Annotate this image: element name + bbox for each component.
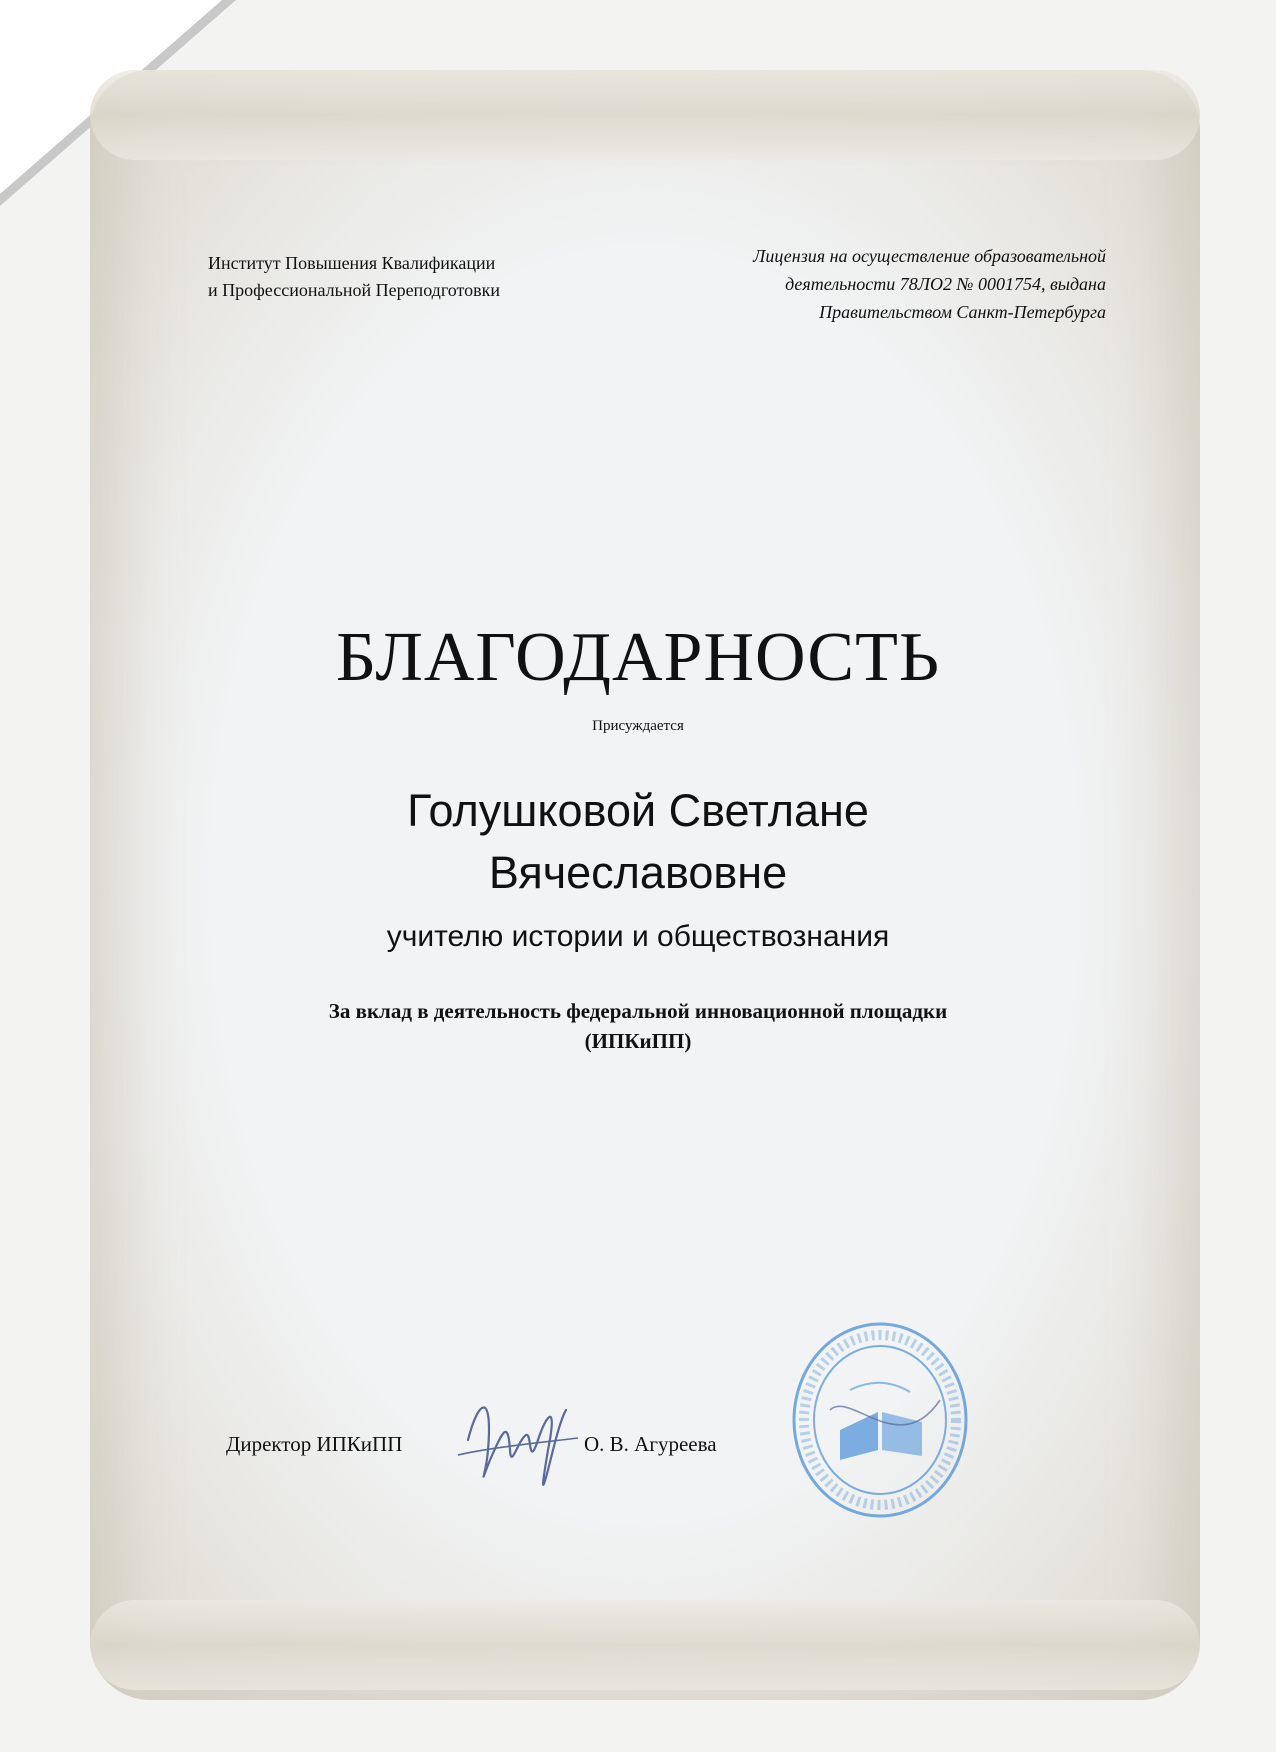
scroll-roll-top	[90, 70, 1200, 160]
license-info	[620, 242, 1106, 326]
reason-line-1: За вклад в деятельность федеральной инновационной площадки	[328, 999, 948, 1023]
reason-line-2: (ИПКиПП)	[584, 1029, 692, 1053]
recipient-line-2: Вячеславовне	[488, 847, 788, 898]
institute-line-1: Институт Повышения Квалификации	[208, 253, 496, 273]
institute-line-2: и Профессиональной Переподготовки	[208, 280, 501, 300]
certificate-title: БЛАГОДАРНОСТЬ	[335, 619, 941, 696]
recipient-line-1: Голушковой Светлане	[407, 785, 869, 836]
scroll-roll-bottom	[90, 1600, 1200, 1690]
recipient-name	[0, 780, 1276, 904]
recipient-position: учителю истории и обществознания	[386, 920, 890, 953]
license-line-2: деятельности 78ЛО2 № 0001754, выдана	[785, 274, 1106, 294]
award-reason	[0, 996, 1276, 1056]
license-line-3: Правительством Санкт-Петербурга	[819, 302, 1106, 322]
seal-icon	[790, 1320, 970, 1520]
director-label: Директор ИПКиПП	[226, 1432, 403, 1456]
director-name: О. В. Агуреева	[584, 1432, 717, 1456]
institute-name	[208, 250, 608, 304]
signature-icon	[448, 1380, 588, 1510]
license-line-1: Лицензия на осуществление образовательной	[753, 246, 1106, 266]
awarded-label: Присуждается	[592, 718, 684, 734]
